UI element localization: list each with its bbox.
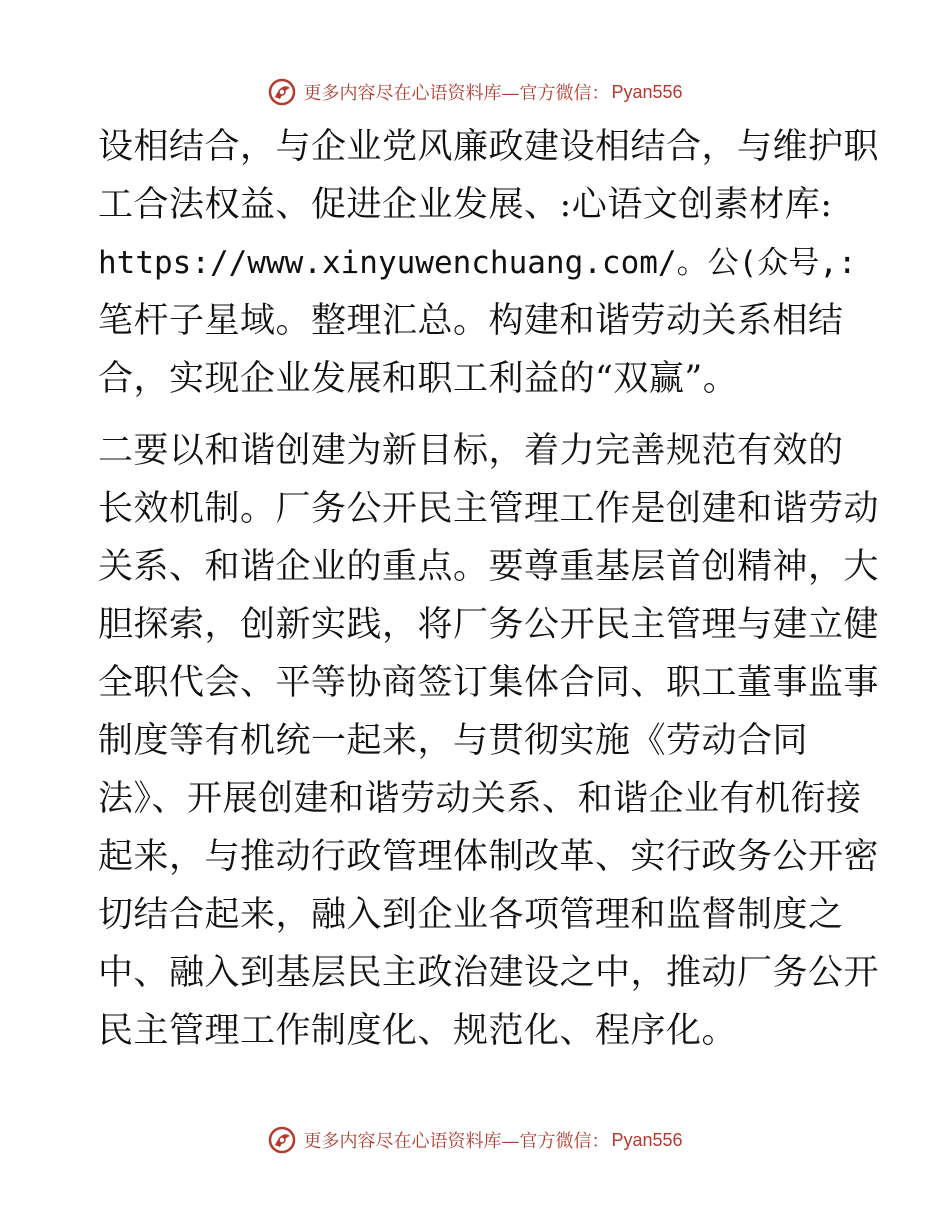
footer-banner bbox=[0, 1120, 950, 1160]
footer-wechat-id: Pyan556 bbox=[611, 1129, 683, 1150]
text-line: 长效机制。厂务公开民主管理工作是创建和谐劳动 bbox=[98, 489, 880, 529]
text-line: 中、融入到基层民主政治建设之中，推动厂务公开 bbox=[98, 953, 880, 993]
text-line: 合，实现企业发展和职工利益的“双赢”。 bbox=[98, 359, 739, 399]
text-line: 工合法权益、促进企业发展、:心语文创素材库: bbox=[98, 185, 833, 225]
red-swirl-logo-icon bbox=[267, 1125, 297, 1155]
header-banner bbox=[0, 72, 950, 112]
text-line: 关系、和谐企业的重点。要尊重基层首创精神，大 bbox=[98, 547, 880, 587]
text-line: 制度等有机统一起来，与贯彻实施《劳动合同 bbox=[98, 721, 809, 761]
text-line: 二要以和谐创建为新目标，着力完善规范有效的 bbox=[98, 431, 844, 471]
text-line: 切结合起来，融入到企业各项管理和监督制度之 bbox=[98, 895, 844, 935]
text-line: 设相结合，与企业党风廉政建设相结合，与维护职 bbox=[98, 127, 880, 167]
document-body bbox=[98, 118, 880, 1060]
paragraph-1 bbox=[98, 118, 880, 408]
text-line: 民主管理工作制度化、规范化、程序化。 bbox=[98, 1011, 738, 1051]
header-slogan: 更多内容尽在心语资料库—官方微信： bbox=[303, 83, 610, 104]
text-line: 起来，与推动行政管理体制改革、实行政务公开密 bbox=[98, 837, 880, 877]
header-wechat-id: Pyan556 bbox=[611, 81, 683, 102]
red-swirl-logo-icon bbox=[267, 77, 297, 107]
text-line: 笔杆子星域。整理汇总。构建和谐劳动关系相结 bbox=[98, 301, 844, 341]
text-line: 法》、开展创建和谐劳动关系、和谐企业有机衔接 bbox=[98, 779, 862, 819]
footer-slogan: 更多内容尽在心语资料库—官方微信： bbox=[303, 1131, 610, 1152]
text-line: 全职代会、平等协商签订集体合同、职工董事监事 bbox=[98, 663, 880, 703]
paragraph-2 bbox=[98, 422, 880, 1060]
text-line: https://www.xinyuwenchuang.com/。公(众号,: bbox=[98, 245, 857, 281]
text-line: 胆探索，创新实践，将厂务公开民主管理与建立健 bbox=[98, 605, 880, 645]
